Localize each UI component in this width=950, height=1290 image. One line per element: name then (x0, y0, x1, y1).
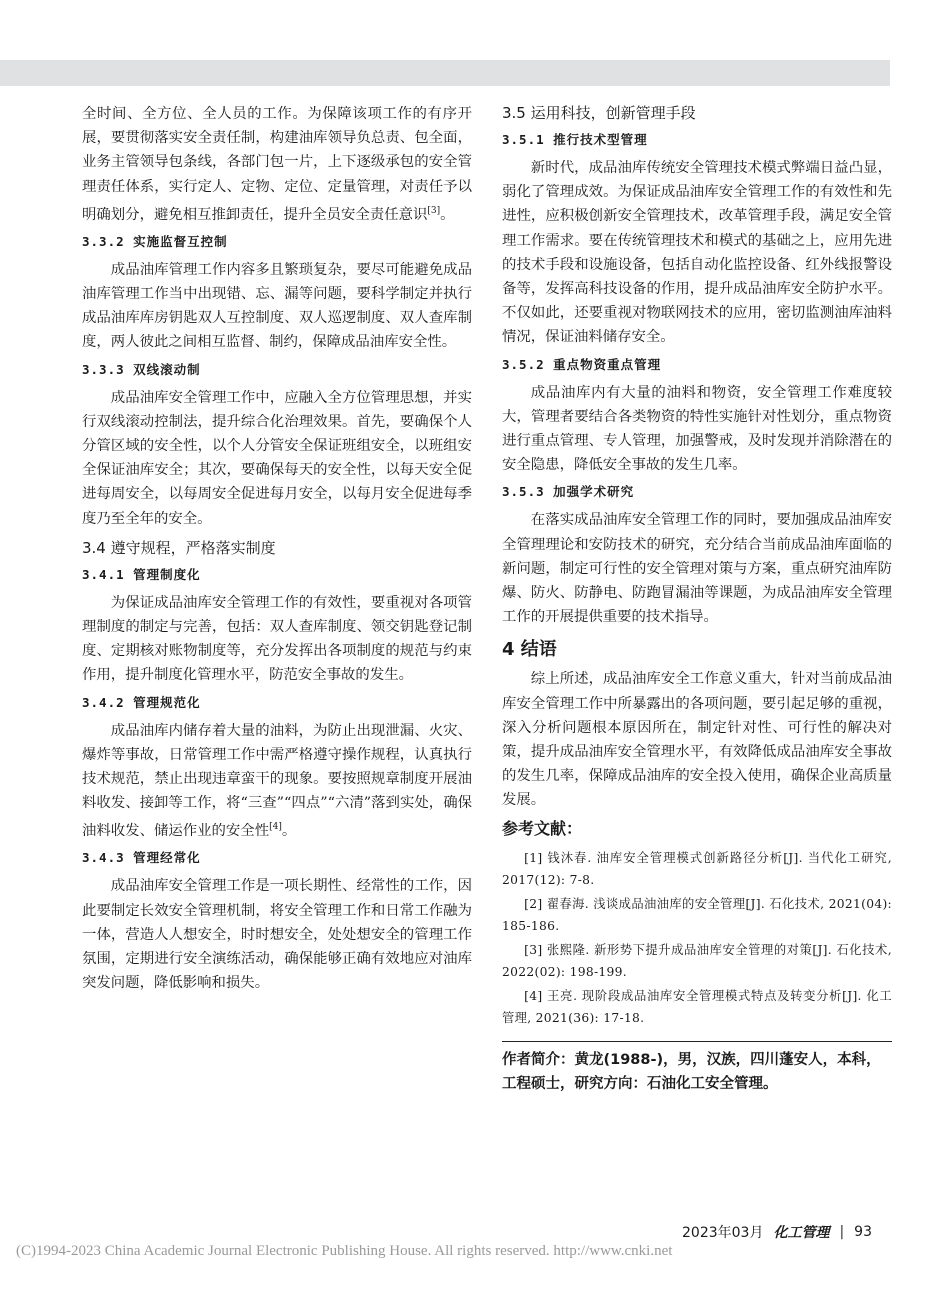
section-heading-conclusion: 4 结语 (502, 639, 557, 661)
section-heading-3-5-3: 3.5.3 加强学术研究 (502, 484, 635, 500)
paragraph: 在落实成品油库安全管理工作的同时，要加强成品油库安全管理理论和安防技术的研究，充分结合当前成品油库面临的新问题，制定可行性的安全管理对策与方案，重点研究油库防爆、防火、防静电、防跑冒漏油等课题，为成品油库安全管理工作的开展提供重要的技术指导。 (502, 512, 892, 626)
footer-separator: | (839, 1224, 845, 1240)
copyright-watermark: (C)1994-2023 China Academic Journal Electronic Publishing House. All rights reserved. http://www.cnki.net (16, 1243, 673, 1259)
section-heading-3-4-1: 3.4.1 管理制度化 (82, 566, 201, 582)
paragraph: 综上所述，成品油库安全工作意义重大，针对当前成品油库安全管理工作中所暴露出的各项问题，要引起足够的重视，深入分析问题根本原因所在，制定针对性、可行性的解决对策，提升成品油库安全管理水平，有效降低成品油库安全事故的发生几率，保障成品油库的安全投入使用，确保企业高质量发展。 (502, 671, 892, 809)
paragraph: 成品油库安全管理工作是一项长期性、经常性的工作，因此要制定长效安全管理机制，将安全管理工作和日常工作融为一体，营造人人想安全，时时想安全，处处想安全的管理工作氛围，定期进行安全演练活动，确保能够正确有效地应对油库突发问题，降低影响和损失。 (82, 878, 472, 992)
journal-name: 化工管理 (773, 1225, 830, 1241)
page-number: 93 (854, 1224, 872, 1240)
reference-item: [4] 王亮. 现阶段成品油库安全管理模式特点及转变分析[J]. 化工管理, 2021(36): 17-18. (502, 988, 892, 1025)
reference-item: [3] 张熙隆. 新形势下提升成品油库安全管理的对策[J]. 石化技术, 2022(02): 198-199. (502, 942, 892, 979)
section-heading-3-5-1: 3.5.1 推行技术型管理 (502, 132, 648, 147)
reference-item: [2] 翟春海. 浅谈成品油油库的安全管理[J]. 石化技术, 2021(04): 185-186. (502, 896, 892, 933)
paragraph: 成品油库安全管理工作中，应融入全方位管理思想，并实行双线滚动控制法，提升综合化治理效果。首先，要确保个人分管区域的安全性，以个人分管安全保证班组安全，以班组安全保证油库安全；其次，要确保每天的安全性，以每天安全促进每周安全，以每周安全促进每月安全，以每月安全促进每季度乃至全年的安全。 (82, 389, 472, 527)
section-heading-3-3-3: 3.3.3 双线滚动制 (82, 361, 201, 377)
reference-item: [1] 钱沐春. 油库安全管理模式创新路径分析[J]. 当代化工研究, 2017(12): 7-8. (502, 850, 892, 887)
section-heading-3-4-2: 3.4.2 管理规范化 (82, 694, 201, 710)
left-column (82, 102, 472, 995)
paragraph: 成品油库内有大量的油料和物资，安全管理工作难度较大，管理者要结合各类物资的特性实施针对性划分，重点物资进行重点管理、专人管理，加强警戒，及时发现并消除潜在的安全隐患，降低安全事故的发生几率。 (502, 384, 892, 474)
paragraph: 全时间、全方位、全人员的工作。为保障该项工作的有序开展，要贯彻落实安全责任制，构建油库领导负总责、包全面，业务主管领导包条线，各部门包一片，上下逐级承包的安全管理责任体系，实行定人、定物、定位、定量管理，对责任予以明确划分，避免相互推卸责任，提升全员安全责任意识[3]。 (82, 106, 472, 223)
paragraph: 新时代，成品油库传统安全管理技术模式弊端日益凸显，弱化了管理成效。为保证成品油库安全管理工作的有效性和先进性，应积极创新安全管理技术，改革管理手段，满足安全管理工作需求。要在传统管理技术和模式的基础之上，应用先进的技术手段和设施设备，包括自动化监控设备、红外线报警设备等，发挥高科技设备的作用，提升成品油库安全防护水平。不仅如此，还要重视对物联网技术的应用，密切监测油库油料情况，保证油料储存安全。 (502, 160, 892, 346)
page-footer (682, 1222, 890, 1242)
section-heading-3-4-3: 3.4.3 管理经常化 (82, 850, 201, 866)
citation: [3] (427, 205, 441, 216)
section-heading-3-5: 3.5 运用科技，创新管理手段 (502, 104, 696, 122)
section-heading-3-4: 3.4 遵守规程，严格落实制度 (82, 538, 276, 557)
author-bio: 作者简介：黄龙(1988-)，男，汉族，四川蓬安人，本科，工程硕士，研究方向：石油化工安全管理。 (502, 1051, 881, 1092)
section-heading-3-3-2: 3.3.2 实施监督互控制 (82, 233, 228, 249)
citation: [4] (269, 822, 282, 833)
paragraph: 为保证成品油库安全管理工作的有效性，要重视对各项管理制度的制定与完善，包括：双人查库制度、领交钥匙登记制度、定期核对账物制度等，充分发挥出各项制度的规范与约束作用，提升制度化管理水平，防范安全事故的发生。 (82, 594, 472, 684)
issue-date: 2023年03月 (682, 1225, 764, 1241)
references-title: 参考文献： (502, 818, 583, 838)
paragraph: 成品油库管理工作内容多且繁琐复杂，要尽可能避免成品油库管理工作当中出现错、忘、漏等问题，要科学制定并执行成品油库库房钥匙双人互控制度、双人巡逻制度、双人查库制度，两人彼此之间相互监督、制约，保障成品油库安全性。 (82, 261, 472, 351)
divider (502, 1041, 892, 1042)
section-heading-3-5-2: 3.5.2 重点物资重点管理 (502, 356, 662, 372)
right-column (502, 102, 892, 1096)
header-band (0, 60, 890, 86)
paragraph: 成品油库内储存着大量的油料，为防止出现泄漏、火灾、爆炸等事故，日常管理工作中需严格遵守操作规程，认真执行技术规范，禁止出现违章蛮干的现象。要按照规章制度开展油料收发、接卸等工作，将“三查”“四点”“六清”落到实处，确保油料收发、储运作业的安全性[4]。 (82, 722, 472, 840)
